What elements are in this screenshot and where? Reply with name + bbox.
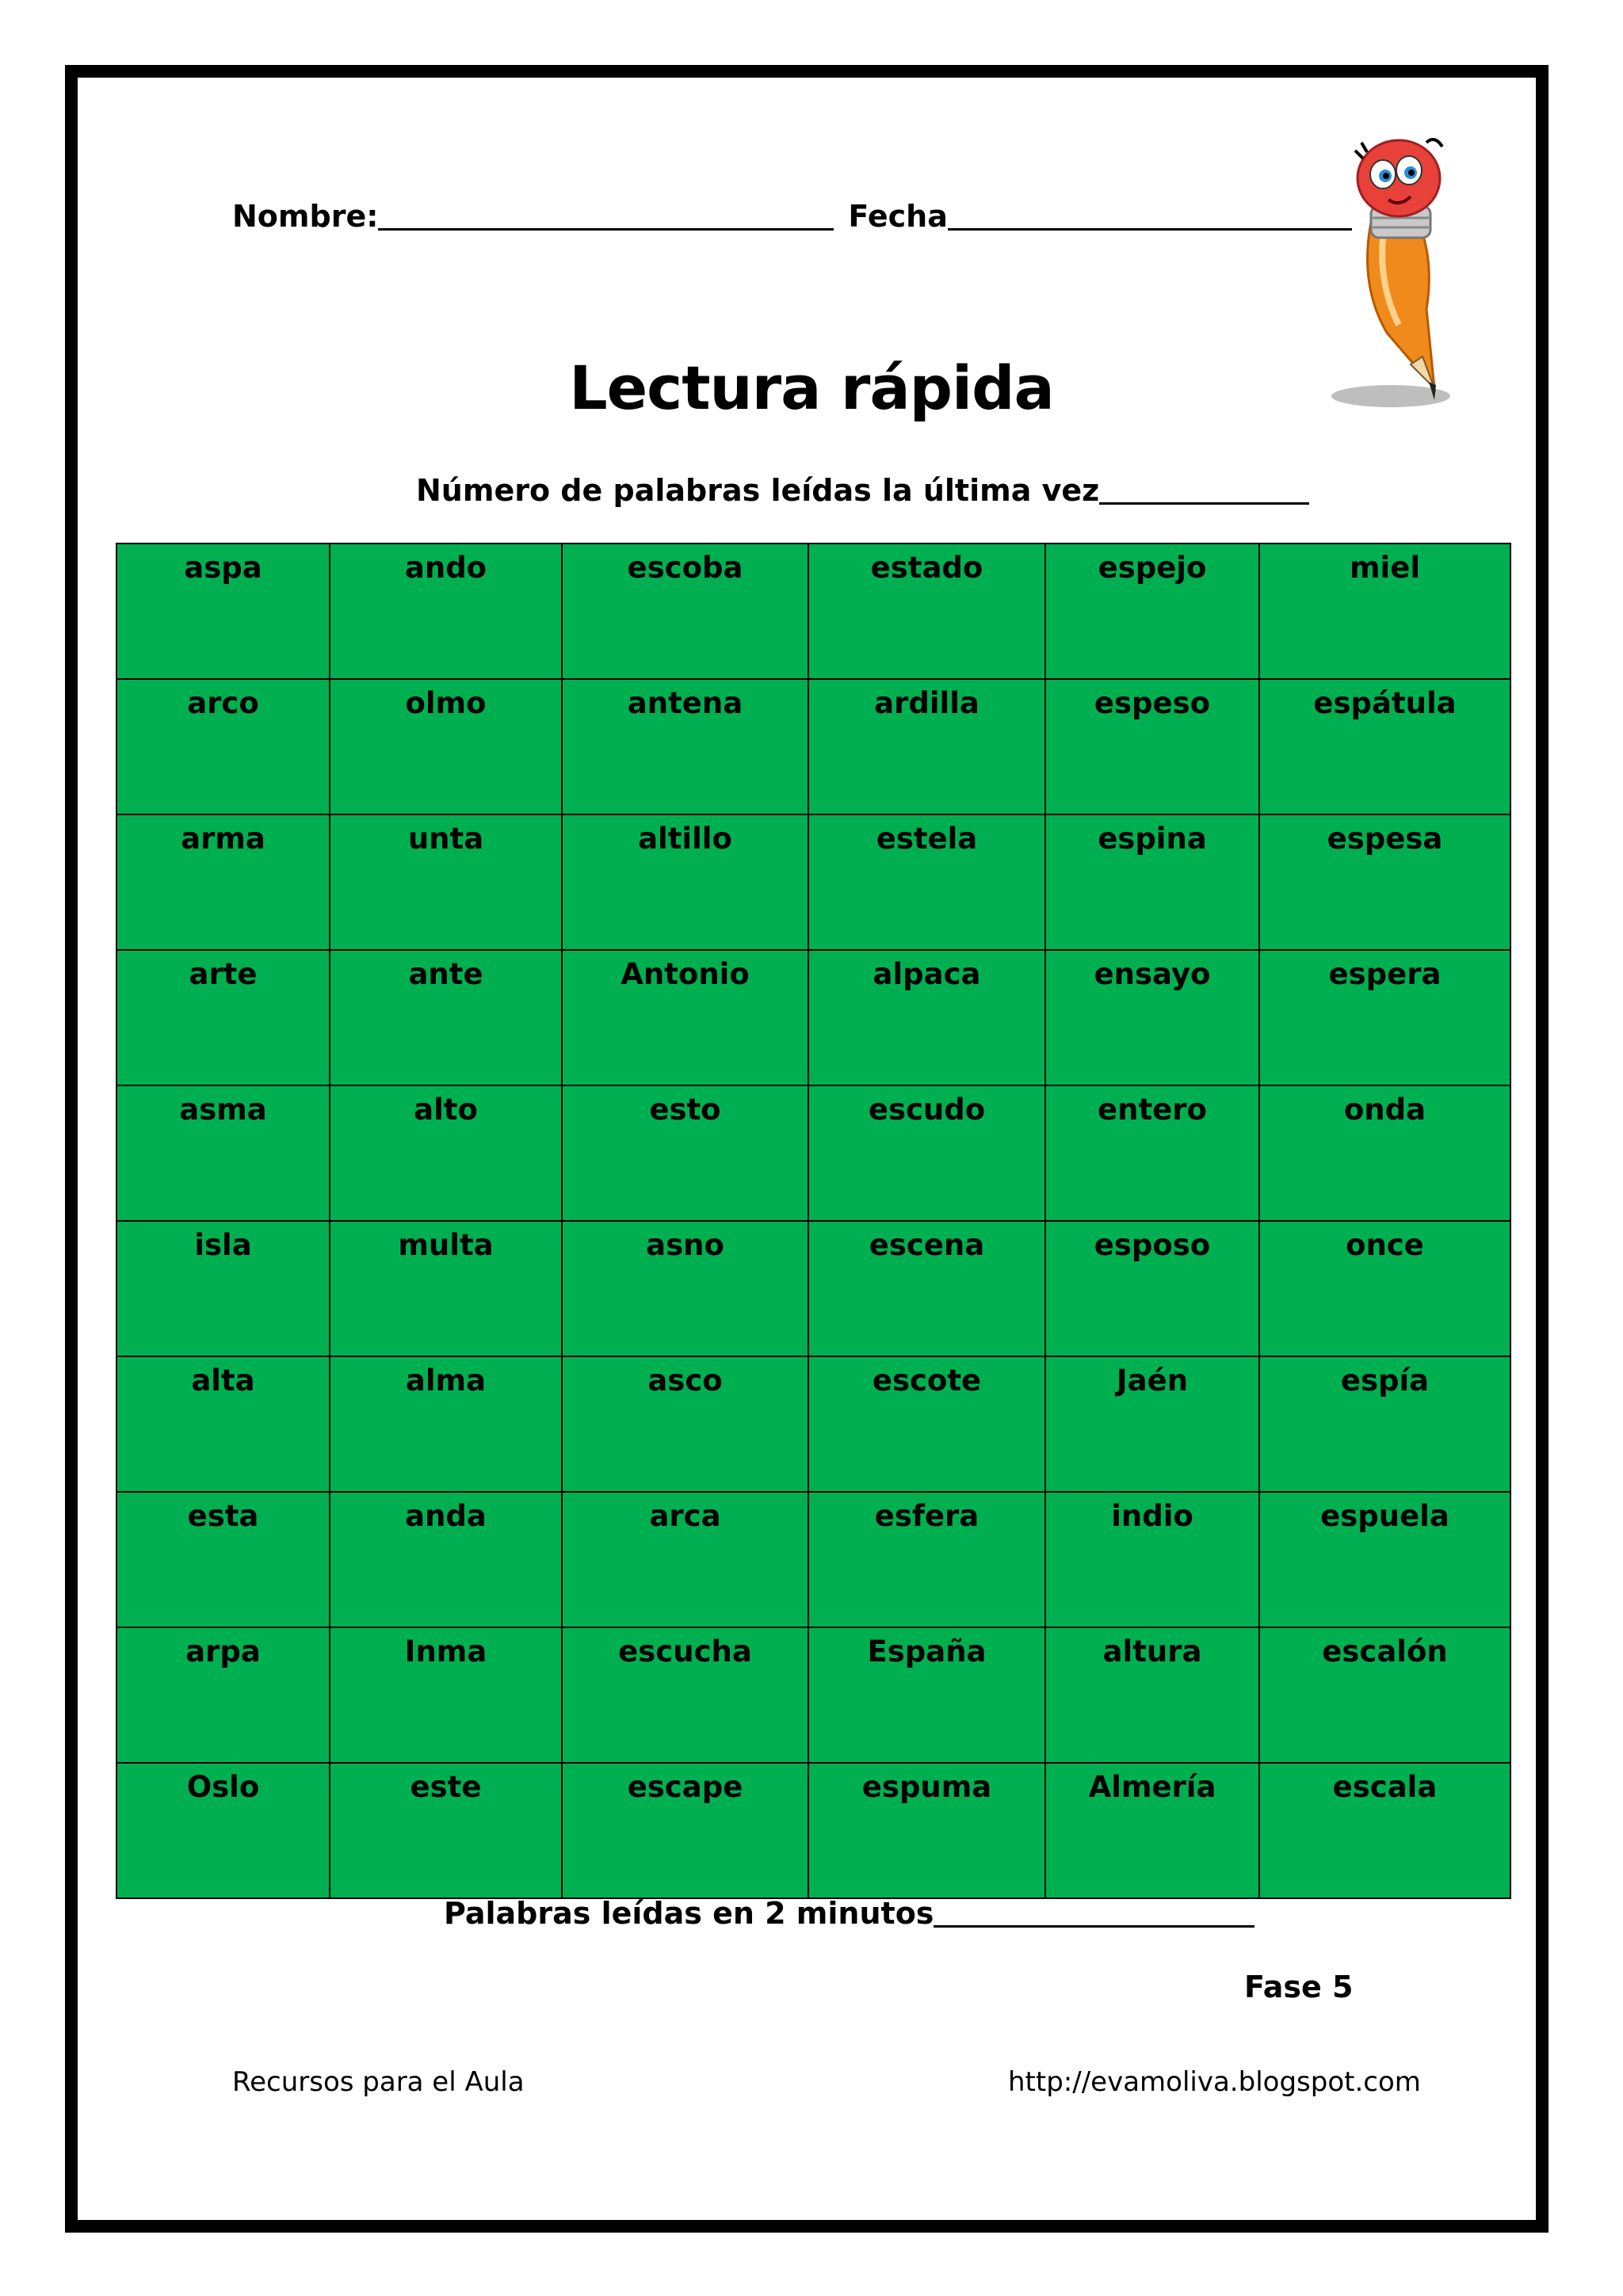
word-cell: asco (562, 1356, 808, 1492)
word-cell: escena (808, 1221, 1045, 1356)
word-cell: escudo (808, 1085, 1045, 1221)
table-row (116, 1763, 1510, 1898)
word-cell: alto (330, 1085, 562, 1221)
words-read-field (444, 1894, 1254, 1931)
page-title: Lectura rápida (569, 353, 1054, 423)
word-cell: espía (1259, 1356, 1510, 1492)
word-cell: escoba (562, 543, 808, 679)
header-fields (232, 196, 1352, 234)
word-cell: asma (116, 1085, 330, 1221)
word-cell: espina (1045, 814, 1259, 950)
word-cell: espejo (1045, 543, 1259, 679)
word-cell: arpa (116, 1627, 330, 1763)
word-cell: antena (562, 679, 808, 814)
word-cell: este (330, 1763, 562, 1898)
table-row (116, 1627, 1510, 1763)
footer-url[interactable]: http://evamoliva.blogspot.com (1008, 2066, 1421, 2098)
word-cell: Jaén (1045, 1356, 1259, 1492)
table-row (116, 1492, 1510, 1627)
word-cell: estela (808, 814, 1045, 950)
table-row (116, 814, 1510, 950)
table-row (116, 1221, 1510, 1356)
word-cell: escape (562, 1763, 808, 1898)
word-cell: ando (330, 543, 562, 679)
word-cell: once (1259, 1221, 1510, 1356)
word-cell: Oslo (116, 1763, 330, 1898)
word-cell: Almería (1045, 1763, 1259, 1898)
table-row (116, 679, 1510, 814)
word-cell: unta (330, 814, 562, 950)
word-cell: estado (808, 543, 1045, 679)
word-cell: espuma (808, 1763, 1045, 1898)
word-cell: isla (116, 1221, 330, 1356)
word-cell: espuela (1259, 1492, 1510, 1627)
table-row (116, 950, 1510, 1085)
table-row (116, 1085, 1510, 1221)
word-cell: arma (116, 814, 330, 950)
words-read-blank[interactable] (934, 1894, 1254, 1928)
word-cell: escala (1259, 1763, 1510, 1898)
word-cell: alma (330, 1356, 562, 1492)
word-cell: esfera (808, 1492, 1045, 1627)
word-cell: anda (330, 1492, 562, 1627)
word-cell: esposo (1045, 1221, 1259, 1356)
word-cell: arte (116, 950, 330, 1085)
date-blank[interactable] (948, 196, 1352, 231)
word-cell: esta (116, 1492, 330, 1627)
word-cell: escalón (1259, 1627, 1510, 1763)
word-cell: entero (1045, 1085, 1259, 1221)
table-row (116, 1356, 1510, 1492)
word-cell: Inma (330, 1627, 562, 1763)
word-cell: espeso (1045, 679, 1259, 814)
word-cell: onda (1259, 1085, 1510, 1221)
word-cell: asno (562, 1221, 808, 1356)
word-cell: miel (1259, 543, 1510, 679)
word-cell: arco (116, 679, 330, 814)
word-cell: espátula (1259, 679, 1510, 814)
word-cell: aspa (116, 543, 330, 679)
word-cell: ardilla (808, 679, 1045, 814)
word-cell: escote (808, 1356, 1045, 1492)
last-time-label: Número de palabras leídas la última vez (416, 473, 1100, 508)
word-cell: esto (562, 1085, 808, 1221)
word-cell: indio (1045, 1492, 1259, 1627)
word-cell: espera (1259, 950, 1510, 1085)
table-row (116, 543, 1510, 679)
word-cell: ante (330, 950, 562, 1085)
word-cell: alta (116, 1356, 330, 1492)
word-cell: España (808, 1627, 1045, 1763)
words-read-label: Palabras leídas en 2 minutos (444, 1896, 934, 1931)
last-time-blank[interactable] (1099, 471, 1309, 505)
word-cell: multa (330, 1221, 562, 1356)
name-blank[interactable] (378, 196, 834, 231)
word-cell: alpaca (808, 950, 1045, 1085)
name-label: Nombre: (232, 199, 379, 234)
date-label: Fecha (848, 199, 948, 234)
phase-label: Fase 5 (1244, 1970, 1354, 2004)
word-cell: altura (1045, 1627, 1259, 1763)
word-cell: olmo (330, 679, 562, 814)
word-cell: escucha (562, 1627, 808, 1763)
last-time-field (416, 471, 1309, 508)
word-table (116, 543, 1511, 1899)
footer-left-text: Recursos para el Aula (232, 2066, 525, 2098)
word-cell: arca (562, 1492, 808, 1627)
word-cell: Antonio (562, 950, 808, 1085)
word-cell: altillo (562, 814, 808, 950)
word-cell: ensayo (1045, 950, 1259, 1085)
word-cell: espesa (1259, 814, 1510, 950)
